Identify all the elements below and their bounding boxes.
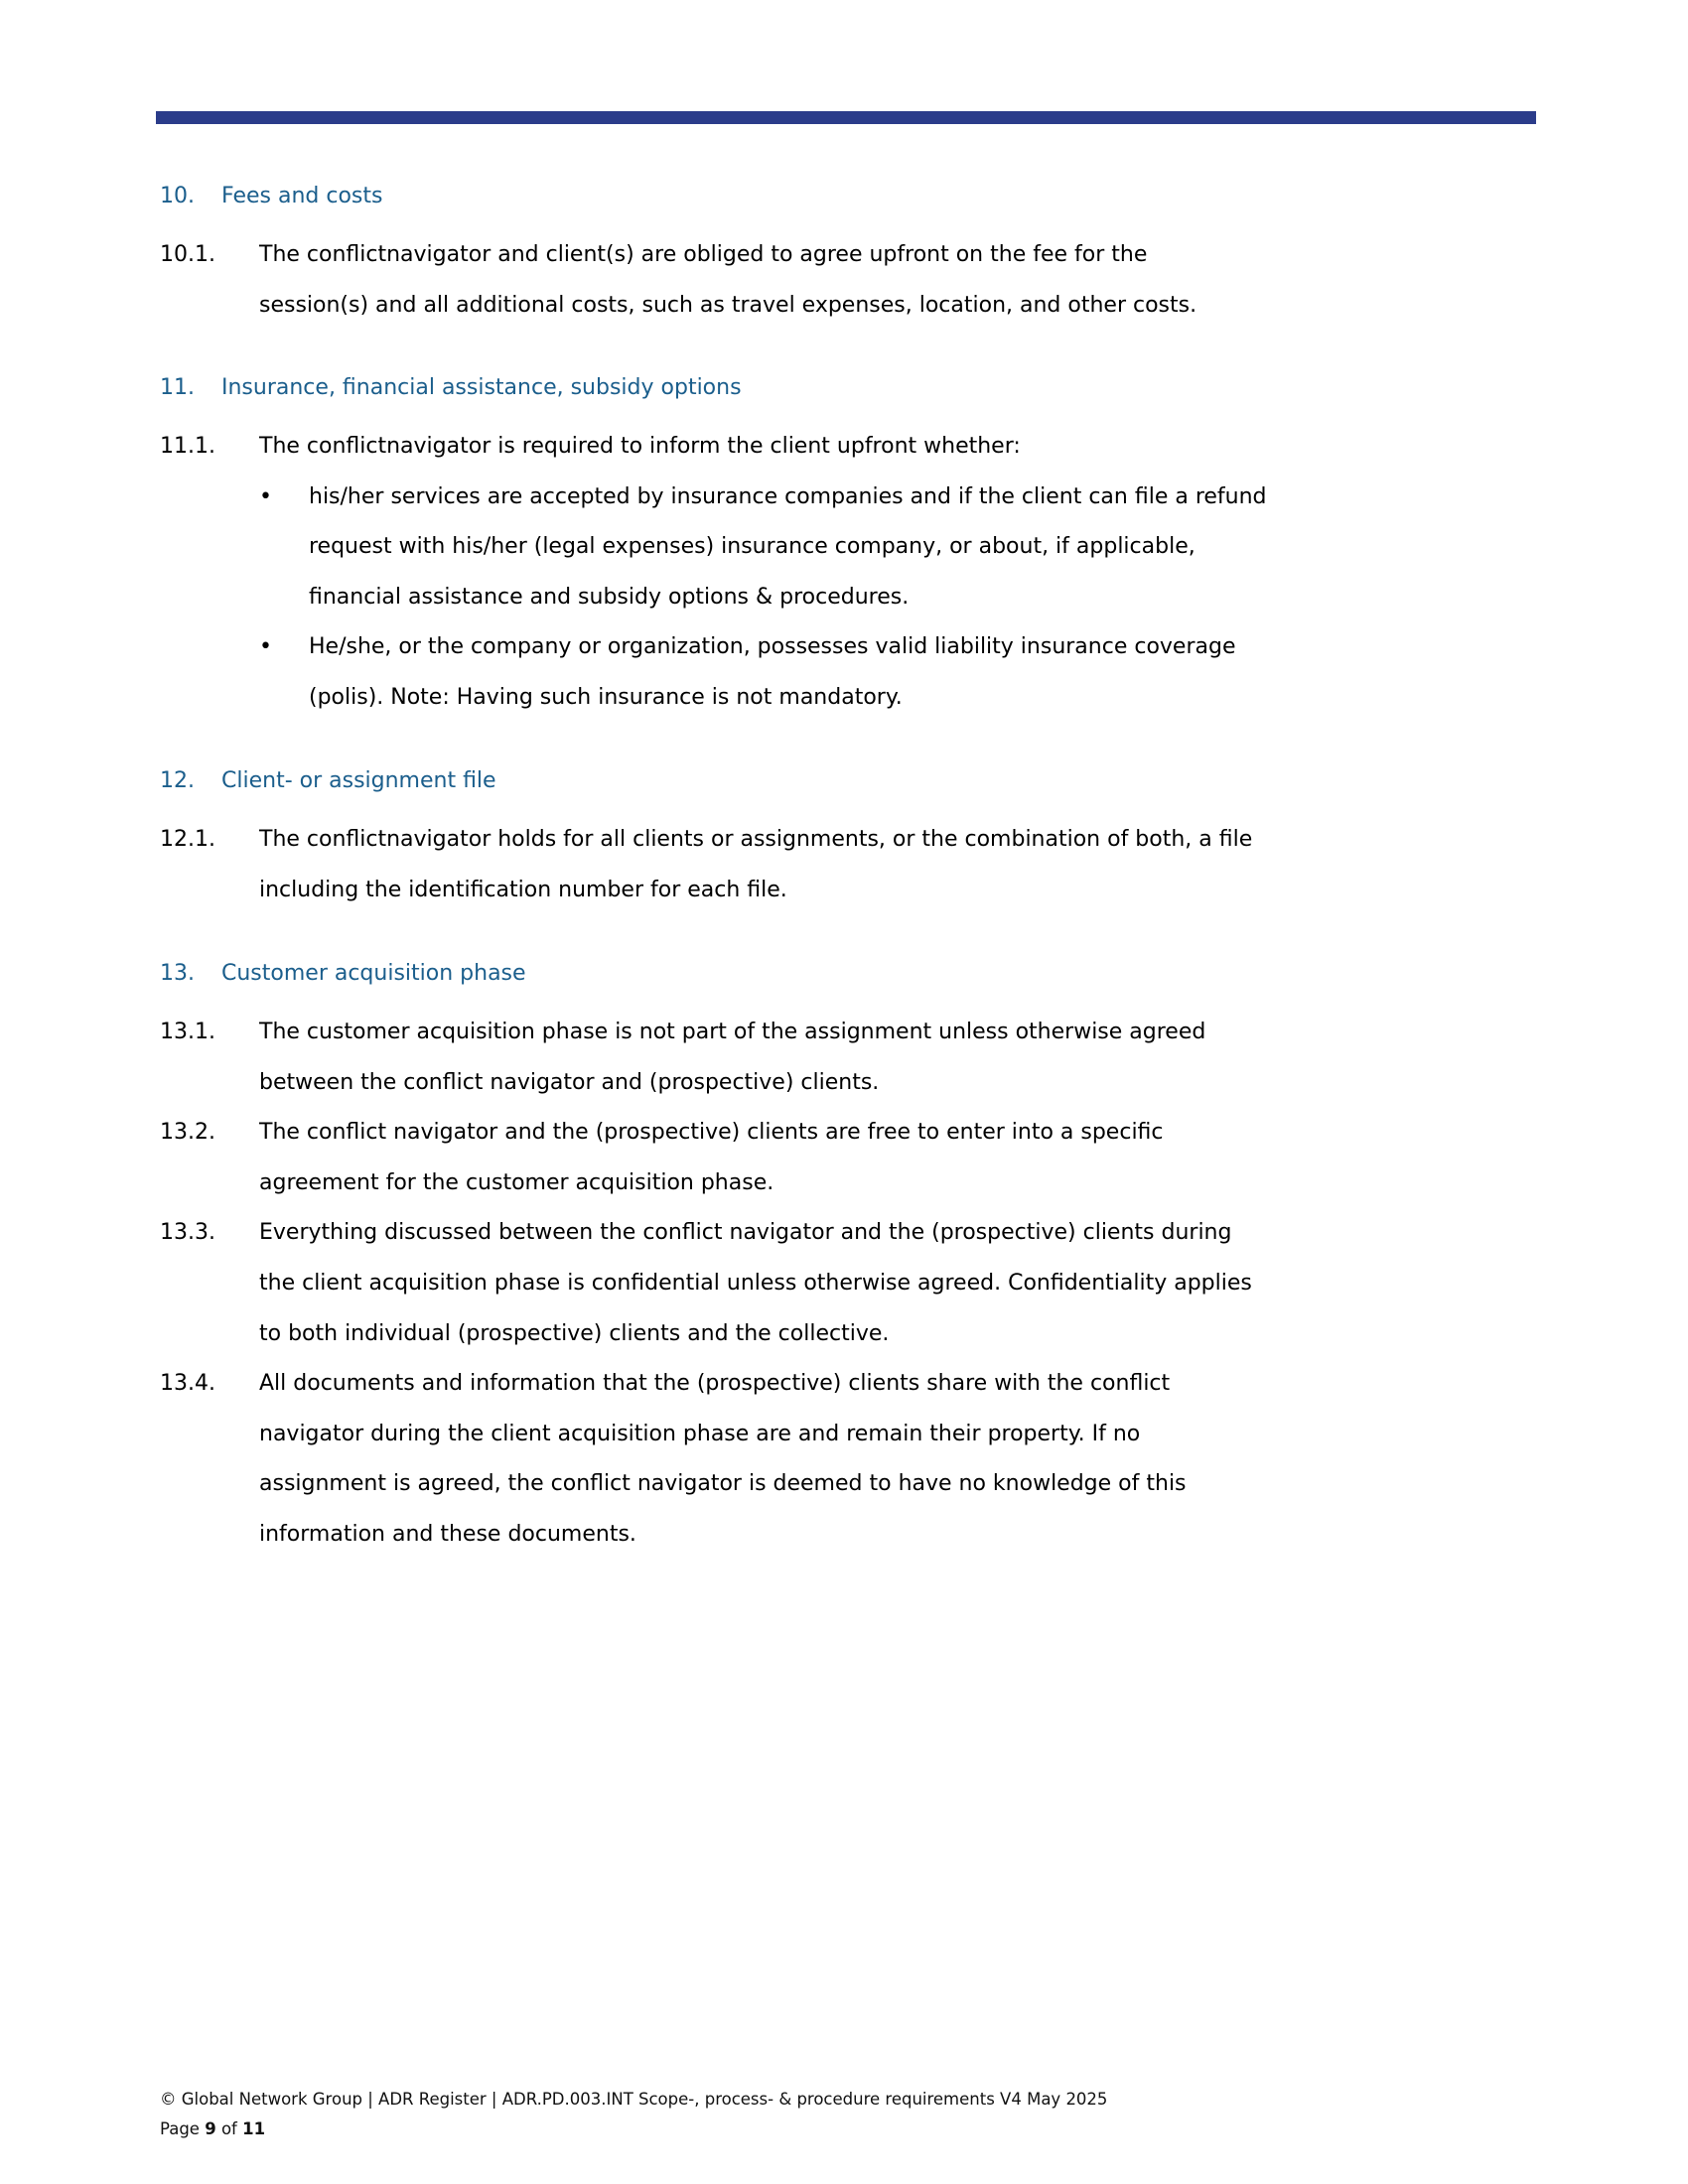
clause-number: 12.1. bbox=[160, 827, 215, 852]
clause-11-1 bbox=[160, 422, 1267, 724]
heading-title: Customer acquisition phase bbox=[221, 961, 526, 986]
clause-13-3 bbox=[160, 1208, 1252, 1359]
bullet-item bbox=[160, 473, 1267, 623]
heading-section-10 bbox=[160, 182, 382, 211]
page-footer bbox=[160, 2085, 1107, 2144]
heading-section-13 bbox=[160, 959, 526, 989]
clause-number: 13.1. bbox=[160, 1020, 215, 1044]
of-label: of bbox=[220, 2119, 237, 2138]
heading-title: Insurance, financial assistance, subsidy options bbox=[221, 375, 742, 400]
bullet-line: (polis). Note: Having such insurance is not mandatory. bbox=[309, 684, 903, 710]
bullet-line: He/she, or the company or organization, possesses valid liability insurance coverage bbox=[309, 634, 1236, 660]
clause-line: The conflict navigator and the (prospective) clients are free to enter into a specific bbox=[259, 1120, 1164, 1146]
clause-13-2 bbox=[160, 1108, 1252, 1208]
clause-line: between the conflict navigator and (prospective) clients. bbox=[259, 1069, 880, 1095]
heading-number: 12. bbox=[160, 768, 195, 793]
footer-copyright: © Global Network Group | ADR Register | ADR.PD.003.INT Scope-, process- & procedure requirements V4 May 2025 bbox=[160, 2090, 1108, 2109]
section-10-body bbox=[160, 230, 1196, 331]
page-label: Page bbox=[160, 2119, 200, 2138]
bullet-line: financial assistance and subsidy options & procedures. bbox=[309, 584, 910, 610]
heading-section-12 bbox=[160, 766, 496, 796]
clause-line: The conflictnavigator holds for all clients or assignments, or the combination of both, a file bbox=[259, 827, 1253, 852]
clause-line: The conflictnavigator is required to inform the client upfront whether: bbox=[259, 434, 1021, 459]
section-12-body bbox=[160, 815, 1252, 915]
heading-title: Client- or assignment file bbox=[221, 768, 496, 793]
heading-title: Fees and costs bbox=[221, 184, 383, 208]
clause-13-1 bbox=[160, 1008, 1252, 1108]
total-pages: 11 bbox=[242, 2119, 266, 2138]
clause-number: 11.1. bbox=[160, 434, 215, 459]
heading-section-11 bbox=[160, 373, 742, 403]
clause-line: All documents and information that the (prospective) clients share with the conflict bbox=[259, 1371, 1171, 1397]
clause-number: 13.2. bbox=[160, 1120, 215, 1146]
clause-line: The customer acquisition phase is not part of the assignment unless otherwise agreed bbox=[259, 1020, 1206, 1044]
bullet-line: request with his/her (legal expenses) insurance company, or about, if applicable, bbox=[309, 534, 1196, 560]
clause-line: The conflictnavigator and client(s) are obliged to agree upfront on the fee for the bbox=[259, 242, 1148, 267]
clause-10-1 bbox=[160, 230, 1196, 331]
heading-number: 13. bbox=[160, 961, 195, 986]
clause-line: session(s) and all additional costs, such as travel expenses, location, and other costs. bbox=[259, 292, 1197, 318]
clause-line: Everything discussed between the conflict navigator and the (prospective) clients during bbox=[259, 1220, 1232, 1246]
clause-line: the client acquisition phase is confidential unless otherwise agreed. Confidentiality applies bbox=[259, 1270, 1252, 1296]
section-11-body bbox=[160, 422, 1267, 724]
bullet-line: his/her services are accepted by insurance companies and if the client can file a refund bbox=[309, 483, 1267, 509]
current-page: 9 bbox=[205, 2119, 216, 2138]
bullet-icon: • bbox=[259, 634, 272, 660]
clause-number: 13.3. bbox=[160, 1220, 215, 1246]
section-13-body bbox=[160, 1008, 1252, 1561]
clause-line: including the identification number for each file. bbox=[259, 877, 787, 902]
clause-line: information and these documents. bbox=[259, 1521, 636, 1547]
bullet-icon: • bbox=[259, 483, 272, 509]
clause-line: to both individual (prospective) clients and the collective. bbox=[259, 1320, 890, 1346]
header-rule bbox=[156, 111, 1536, 124]
clause-line: agreement for the customer acquisition phase. bbox=[259, 1169, 774, 1195]
page-number bbox=[160, 2115, 1107, 2144]
clause-13-4 bbox=[160, 1359, 1252, 1560]
clause-12-1 bbox=[160, 815, 1252, 915]
clause-line: navigator during the client acquisition phase are and remain their property. If no bbox=[259, 1421, 1141, 1446]
clause-line: assignment is agreed, the conflict navigator is deemed to have no knowledge of this bbox=[259, 1471, 1187, 1497]
clause-number: 10.1. bbox=[160, 242, 215, 267]
bullet-item bbox=[160, 622, 1267, 723]
heading-number: 11. bbox=[160, 375, 195, 400]
clause-number: 13.4. bbox=[160, 1371, 215, 1397]
heading-number: 10. bbox=[160, 184, 195, 208]
